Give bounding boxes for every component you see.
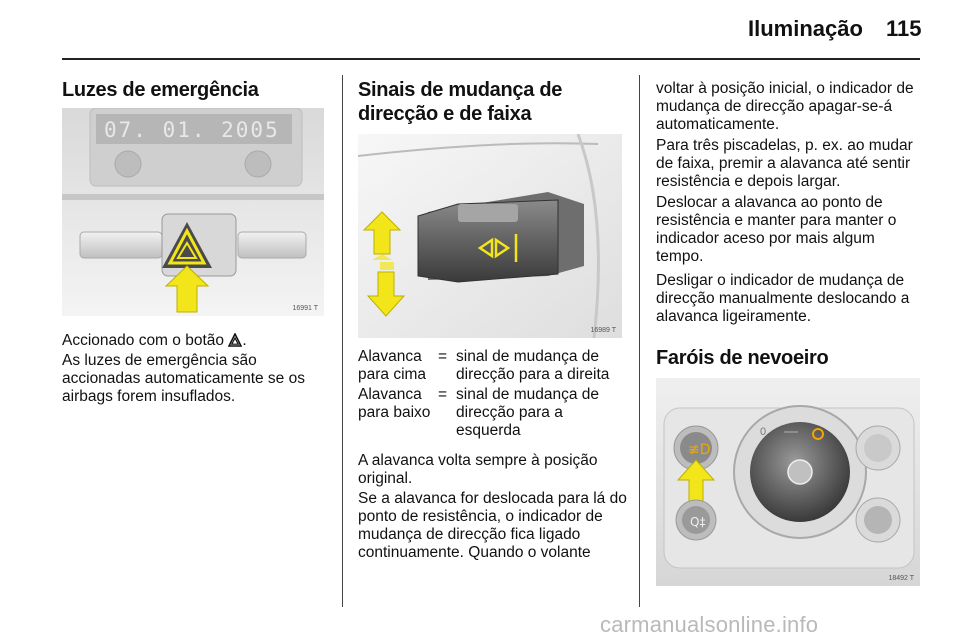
figure-code: 16991 T: [292, 305, 318, 312]
turn-signal-lever-illustration: [358, 134, 622, 338]
header-rule: [62, 58, 920, 60]
section-heading-hazard-lights: Luzes de emergência: [62, 79, 259, 101]
paragraph: Para três piscadelas, p. ex. ao mudar de faixa, premir a alavanca até sentir resistência e depois largar.: [656, 137, 913, 190]
definition-separator: =: [438, 386, 448, 403]
definition-row: [358, 348, 628, 384]
watermark: carmanualsonline.info: [600, 612, 819, 637]
dial-zero-label: 0: [760, 426, 767, 438]
svg-text:Q‡: Q‡: [690, 515, 706, 529]
text: Accionado com o botão: [62, 332, 224, 349]
hazard-switch-figure: [62, 108, 324, 316]
paragraph: As luzes de emergência são accionadas automaticamente se os airbags forem insuflados.: [62, 352, 305, 405]
figure-code: 16989 T: [590, 327, 616, 334]
definition-row: [358, 386, 628, 440]
section-heading-turn-signals: [358, 78, 562, 126]
figure-display-readout: 07. 01. 2005: [104, 118, 280, 142]
paragraph: voltar à posição inicial, o indicador de mudança de direcção apagar-se-á automaticamente.: [656, 80, 914, 133]
paragraph: Desligar o indicador de mudança de direcção manualmente deslocando a alavanca ligeiramente.: [656, 272, 910, 325]
column-divider: [342, 75, 343, 607]
turn-signal-lever-figure: [358, 134, 622, 338]
definition-description: sinal de mudança de direcção para a direita: [456, 348, 610, 383]
svg-text:≢D: ≢D: [688, 442, 711, 458]
paragraph: [62, 332, 332, 350]
heading-line: direcção e de faixa: [358, 103, 532, 125]
definition-description: sinal de mudança de direcção para a esquerda: [456, 386, 600, 439]
fog-light-switch-figure: [656, 378, 920, 586]
definition-term: Alavanca para cima: [358, 348, 427, 383]
section-heading-fog-lights: Faróis de nevoeiro: [656, 347, 829, 369]
paragraph: Se a alavanca for deslocada para lá do ponto de resistência, o indicador de mudança de direcção fica ligado continuamente. Quando o volante: [358, 490, 627, 561]
heading-line: Sinais de mudança de: [358, 79, 563, 101]
figure-code: 18492 T: [888, 575, 914, 582]
paragraph: Deslocar a alavanca ao ponto de resistência e manter para manter o indicador aceso por mais algum tempo.: [656, 194, 897, 265]
hazard-triangle-icon: [228, 333, 242, 347]
fog-light-switch-illustration: [656, 378, 920, 586]
lever-direction-definitions: [358, 348, 628, 442]
definition-separator: =: [438, 348, 448, 365]
page-number: 115: [886, 16, 922, 41]
column-divider: [639, 75, 640, 607]
page-header-title: Iluminação: [748, 16, 863, 41]
text: .: [242, 332, 247, 349]
paragraph: A alavanca volta sempre à posição original.: [358, 452, 598, 487]
definition-term: Alavanca para baixo: [358, 386, 431, 421]
